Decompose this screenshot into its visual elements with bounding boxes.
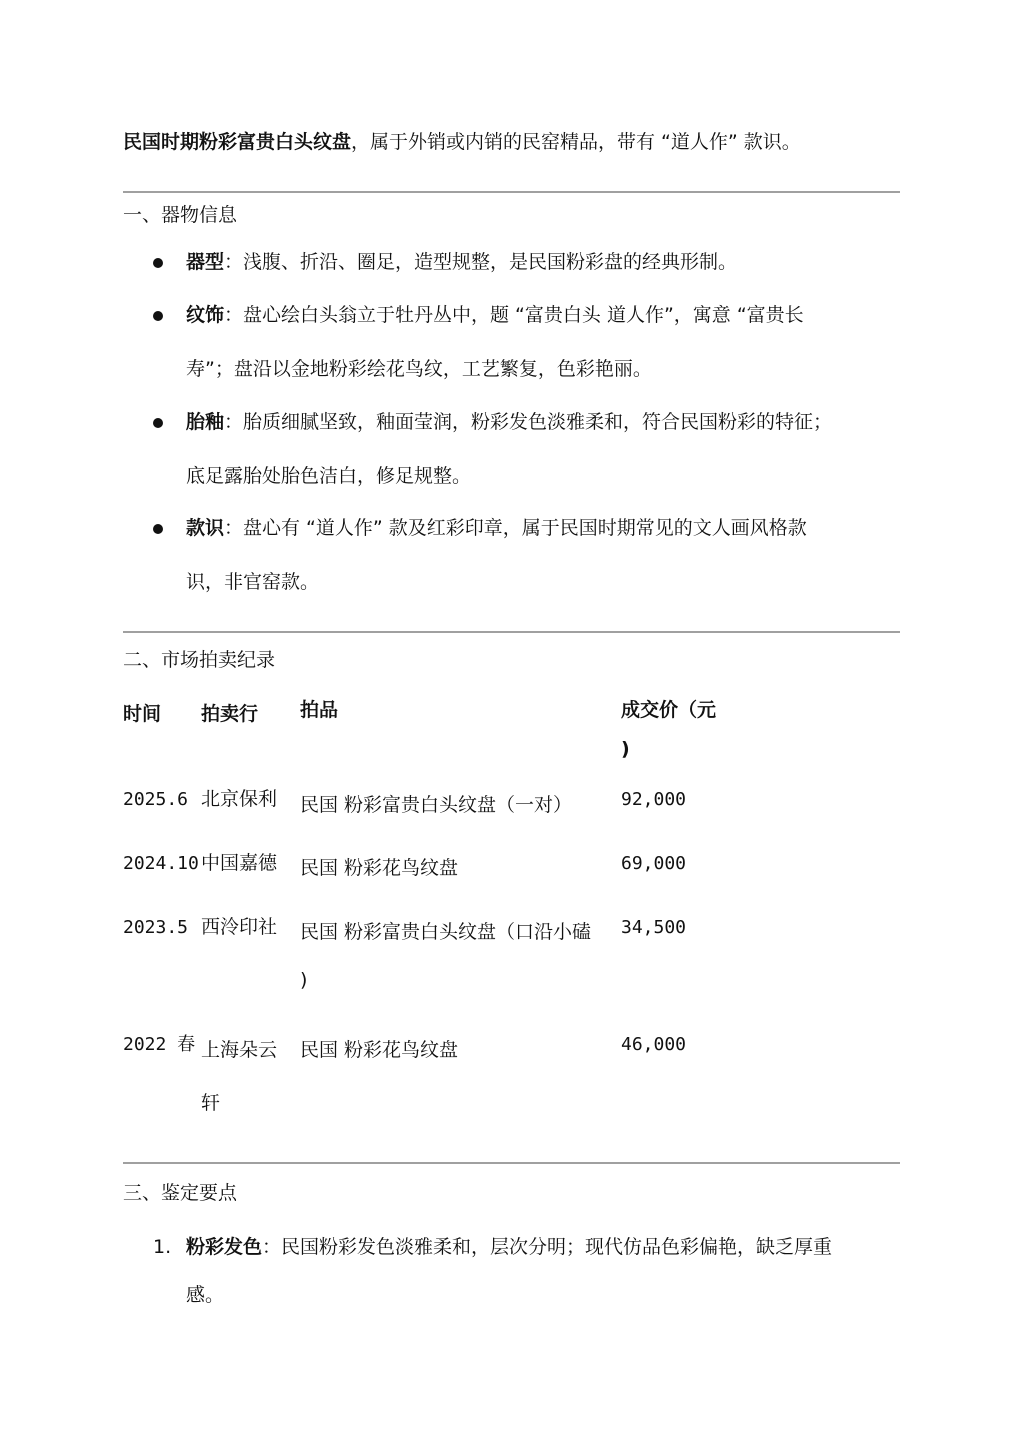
section3-heading: 三、鉴定要点 bbox=[123, 1182, 238, 1204]
intro-text: ，属于外销或内销的民窑精品，带有 “道人作” 款识。 bbox=[351, 131, 801, 153]
section1-item-mark bbox=[186, 519, 807, 538]
cell-house: 北京保利 bbox=[201, 788, 278, 810]
cell-date: 2024.10 bbox=[123, 853, 199, 874]
section1-item-shape bbox=[186, 253, 737, 272]
item-label: 纹饰 bbox=[186, 304, 225, 326]
section3-item-enamel-color bbox=[186, 1238, 832, 1257]
cell-house: 西泠印社 bbox=[201, 916, 278, 938]
cell-price: 92,000 bbox=[621, 789, 687, 810]
cell-item: 民国 粉彩花鸟纹盘 bbox=[300, 1039, 459, 1061]
cell-date: 2022 春 bbox=[123, 1034, 196, 1055]
bullet-icon bbox=[153, 418, 163, 428]
list-number: 1. bbox=[153, 1236, 172, 1258]
cell-date: 2023.5 bbox=[123, 917, 189, 938]
item-text-continued: 识，非官窑款。 bbox=[186, 571, 320, 593]
cell-item: 民国 粉彩富贵白头纹盘（一对） bbox=[300, 794, 573, 816]
cell-price: 34,500 bbox=[621, 917, 687, 938]
divider-3 bbox=[123, 1162, 900, 1164]
cell-price: 46,000 bbox=[621, 1034, 687, 1055]
divider-1 bbox=[123, 191, 900, 193]
col-header-price-continued: ) bbox=[621, 738, 630, 760]
item-label: 款识 bbox=[186, 517, 225, 539]
col-header-house: 拍卖行 bbox=[201, 703, 259, 725]
item-label: 胎釉 bbox=[186, 411, 225, 433]
section2-heading: 二、市场拍卖纪录 bbox=[123, 649, 276, 671]
item-label: 粉彩发色 bbox=[186, 1236, 263, 1258]
bullet-icon bbox=[153, 524, 163, 534]
cell-item: 民国 粉彩花鸟纹盘 bbox=[300, 857, 459, 879]
intro-bold-title: 民国时期粉彩富贵白头纹盘 bbox=[123, 131, 352, 153]
item-text: ：浅腹、折沿、圈足，造型规整，是民国粉彩盘的经典形制。 bbox=[224, 251, 738, 273]
cell-item: 民国 粉彩富贵白头纹盘（口沿小磕 bbox=[300, 921, 592, 943]
cell-house: 上海朵云 bbox=[201, 1039, 278, 1061]
section1-item-decoration bbox=[186, 306, 804, 325]
bullet-icon bbox=[153, 311, 163, 321]
cell-house: 中国嘉德 bbox=[201, 852, 278, 874]
cell-price: 69,000 bbox=[621, 853, 687, 874]
item-text-continued: 寿”；盘沿以金地粉彩绘花鸟纹，工艺繁复，色彩艳丽。 bbox=[186, 358, 652, 380]
cell-item-continued: ) bbox=[300, 969, 308, 991]
item-text-continued: 底足露胎处胎色洁白，修足规整。 bbox=[186, 465, 472, 487]
divider-2 bbox=[123, 631, 900, 633]
item-text: ：民国粉彩发色淡雅柔和，层次分明；现代仿品色彩偏艳，缺乏厚重 bbox=[262, 1236, 833, 1258]
item-text: ：盘心有 “道人作” 款及红彩印章，属于民国时期常见的文人画风格款 bbox=[224, 517, 807, 539]
bullet-icon bbox=[153, 258, 163, 268]
col-header-date: 时间 bbox=[123, 703, 162, 725]
item-label: 器型 bbox=[186, 251, 225, 273]
intro-paragraph bbox=[123, 133, 801, 152]
cell-house-continued: 轩 bbox=[201, 1092, 221, 1114]
section1-heading: 一、器物信息 bbox=[123, 204, 238, 226]
item-text: ：盘心绘白头翁立于牡丹丛中，题 “富贵白头 道人作”，寓意 “富贵长 bbox=[224, 304, 804, 326]
item-text-continued: 感。 bbox=[186, 1284, 225, 1306]
col-header-price: 成交价（元 bbox=[621, 699, 717, 721]
cell-date: 2025.6 bbox=[123, 789, 189, 810]
col-header-item: 拍品 bbox=[300, 699, 339, 721]
item-text: ：胎质细腻坚致，釉面莹润，粉彩发色淡雅柔和，符合民国粉彩的特征； bbox=[224, 411, 833, 433]
section1-item-body-glaze bbox=[186, 413, 832, 432]
